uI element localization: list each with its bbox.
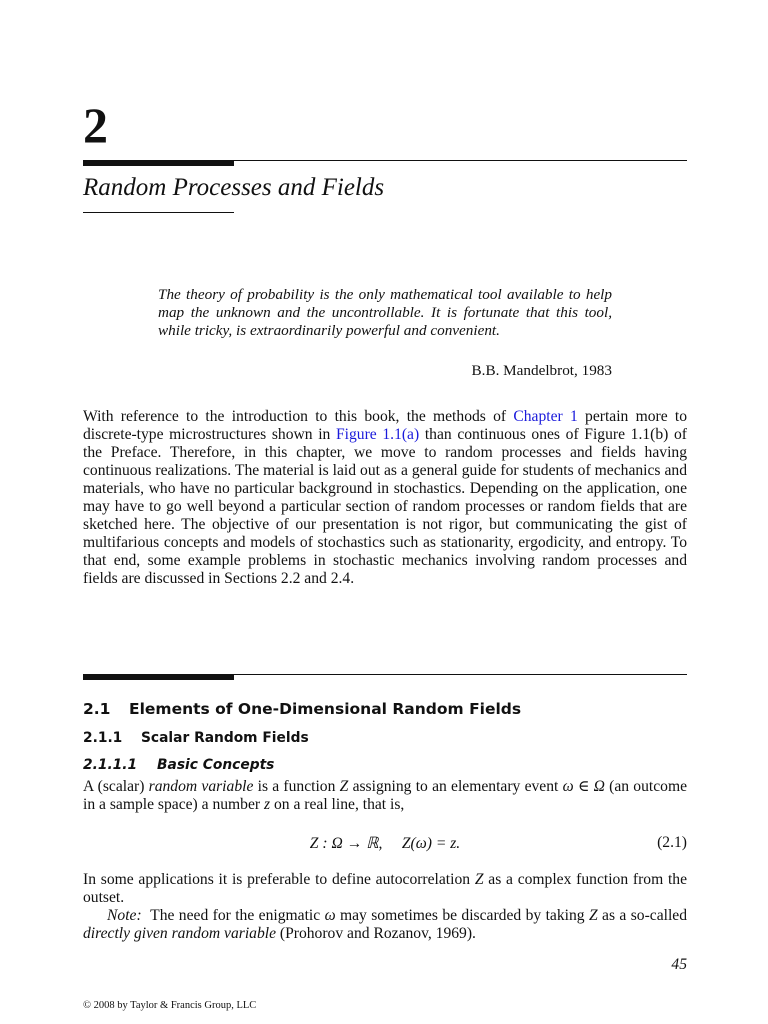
section-number: 2.1	[83, 700, 111, 718]
chapter-title-underline	[83, 212, 234, 213]
note-label: Note:	[107, 907, 142, 924]
section-title: Elements of One-Dimensional Random Fields	[129, 700, 522, 718]
page-number: 45	[671, 956, 687, 973]
epigraph-attribution: B.B. Mandelbrot, 1983	[471, 362, 612, 379]
equation-body: Z : Ω → ℝ, Z(ω) = z.	[309, 835, 461, 852]
complex-paragraph: In some applications it is preferable to define autocorrelation Z as a complex function from the outset.	[83, 871, 688, 906]
figure-1-1a-link[interactable]: Figure 1.1(a)	[336, 426, 420, 443]
subsubsection-title: Basic Concepts	[157, 757, 275, 773]
subsection-heading	[83, 730, 309, 746]
subsubsection-number: 2.1.1.1	[83, 757, 138, 773]
subsection-number: 2.1.1	[83, 730, 123, 746]
equation-number: (2.1)	[657, 834, 687, 851]
basic-concepts-paragraph: A (scalar) random variable is a function Z assigning to an elementary event ω ∈ Ω (an outcome in a sample space) a number z on a real line, that is,	[83, 778, 687, 813]
note-paragraph: Note: The need for the enigmatic ω may sometimes be discarded by taking Z as a so-called directly given random variable (Prohorov and Rozanov, 1969).	[83, 907, 688, 942]
subsubsection-heading	[83, 757, 274, 773]
epigraph-quote: The theory of probability is the only mathematical tool available to help map the unknown and the uncontrollable. It is fortunate that this tool, while tricky, is extraordinarily powerful and convenient.	[158, 286, 612, 339]
intro-paragraph: With reference to the introduction to this book, the methods of Chapter 1 pertain more to discrete-type microstructures shown in Figure 1.1(a) than continuous ones of Figure 1.1(b) of the Preface. Therefore, in this chapter, we move to random processes and fields having continuous realizations. The material is laid out as a general guide for students of mechanics and materials, who have no particular background in stochastics. Depending on the application, one may have to go well beyond a particular section of random processes or random fields that are sketched here. The objective of our presentation is not rigor, but communicating the gist of multifarious concepts and models of stochastics such as stationarity, ergodicity, and entropy. To that end, some example problems in stochastic mechanics involving random processes and fields are discussed in Sections 2.2 and 2.4.	[83, 408, 688, 587]
copyright-notice: © 2008 by Taylor & Francis Group, LLC	[83, 1000, 257, 1011]
chapter-rule-thin	[234, 160, 687, 161]
section-heading	[83, 700, 521, 718]
chapter-number: 2	[83, 97, 108, 153]
subsection-title: Scalar Random Fields	[141, 730, 309, 746]
chapter-1-link[interactable]: Chapter 1	[513, 408, 578, 425]
section-rule-thin	[234, 674, 687, 675]
equation-2-1	[83, 834, 687, 854]
chapter-rule-thick	[83, 160, 234, 166]
section-rule-thick	[83, 674, 234, 680]
chapter-title: Random Processes and Fields	[83, 174, 385, 201]
